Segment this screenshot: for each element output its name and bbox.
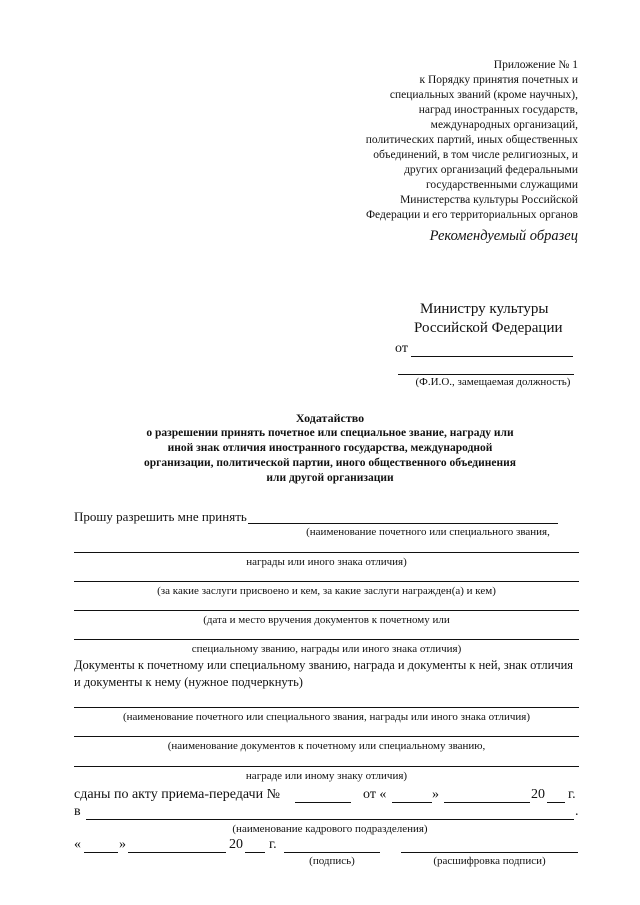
appendix-line: наград иностранных государств,: [418, 104, 578, 116]
caption-merits: (за какие заслуги присвоено и кем, за какие заслуги награжден(а) и кем): [157, 585, 496, 597]
decode-line: [401, 852, 578, 853]
date-field-line: [74, 610, 579, 611]
caption-date-2: специальному званию, награды или иного знака отличия): [191, 643, 462, 655]
sign-day-line: [84, 852, 118, 853]
act-year: 20: [531, 787, 545, 802]
act-day-line: [392, 802, 432, 803]
sign-quote-open: «: [74, 837, 81, 852]
caption-docs-2: награде или иному знаку отличия): [245, 770, 408, 782]
sign-month-line: [128, 852, 226, 853]
caption-name-full: (наименование почетного или специального звания, награды или иного знака отличия): [123, 711, 530, 723]
in-dot: .: [575, 804, 579, 819]
fio-caption: (Ф.И.О., замещаемая должность): [415, 376, 571, 388]
appendix-line: объединений, в том числе религиозных, и: [373, 149, 578, 161]
caption-docs-1: (наименование документов к почетному или специальному званию,: [167, 740, 486, 752]
act-from: от «: [363, 787, 387, 802]
title-line: о разрешении принять почетное или специальное звание, награду или: [146, 427, 514, 439]
appendix-line: государственными служащими: [425, 179, 578, 191]
docs-field-line: [74, 736, 579, 737]
addressee-line1: Министру культуры: [420, 301, 549, 317]
appendix-line: политических партий, иных общественных: [365, 134, 578, 146]
caption-signature: (подпись): [309, 855, 355, 867]
act-month-line: [444, 802, 530, 803]
appendix-line: Министерства культуры Российской: [400, 194, 578, 206]
hr-field-line: [86, 819, 574, 820]
document-heading: Ходатайство: [295, 411, 365, 425]
caption-title: (наименование почетного или специального звания,: [306, 526, 550, 538]
title-line: организации, политической партии, иного общественного объединения: [144, 457, 516, 469]
signature-line: [284, 852, 380, 853]
appendix-line: других организаций федеральными: [404, 164, 578, 176]
sign-g: г.: [269, 837, 277, 852]
award-field-line: [74, 552, 579, 553]
act-number-line: [295, 802, 351, 803]
act-g: г.: [568, 787, 576, 802]
in-label: в: [74, 804, 81, 819]
fio-field-line: [398, 374, 574, 375]
act-year-line: [547, 802, 565, 803]
from-field-line: [411, 356, 573, 357]
caption-date-1: (дата и место вручения документов к почетному или: [203, 614, 450, 626]
caption-hr: (наименование кадрового подразделения): [232, 823, 428, 835]
documents-line1: Документы к почетному или специальному званию, награда и документы к ней, знак отличия: [74, 658, 574, 672]
sample-note: Рекомендуемый образец: [429, 228, 578, 244]
merits-field-line: [74, 581, 579, 582]
act-label: сданы по акту приема-передачи №: [74, 787, 280, 802]
appendix-line: к Порядку принятия почетных и: [419, 74, 578, 86]
request-field-line: [248, 523, 558, 524]
request-label: Прошу разрешить мне принять: [74, 509, 247, 524]
caption-decode: (расшифровка подписи): [433, 855, 546, 867]
appendix-line: Федерации и его территориальных органов: [365, 209, 578, 221]
from-label: от: [395, 341, 408, 356]
act-quote-close: »: [432, 787, 439, 802]
appendix-line: международных организаций,: [430, 119, 578, 131]
name-field-line: [74, 707, 579, 708]
documents-line2: и документы к нему (нужное подчеркнуть): [74, 675, 303, 689]
appendix-line: специальных званий (кроме научных),: [389, 89, 578, 101]
addressee-line2: Российской Федерации: [414, 320, 563, 336]
date-field-line-2: [74, 639, 579, 640]
caption-award: награды или иного знака отличия): [246, 556, 407, 568]
sign-quote-close: »: [119, 837, 126, 852]
title-line: или другой организации: [266, 472, 394, 484]
title-line: иной знак отличия иностранного государства, международной: [167, 442, 493, 454]
docs-field-line-2: [74, 766, 579, 767]
sign-year: 20: [229, 837, 243, 852]
appendix-line: Приложение № 1: [493, 59, 578, 71]
sign-year-line: [245, 852, 265, 853]
